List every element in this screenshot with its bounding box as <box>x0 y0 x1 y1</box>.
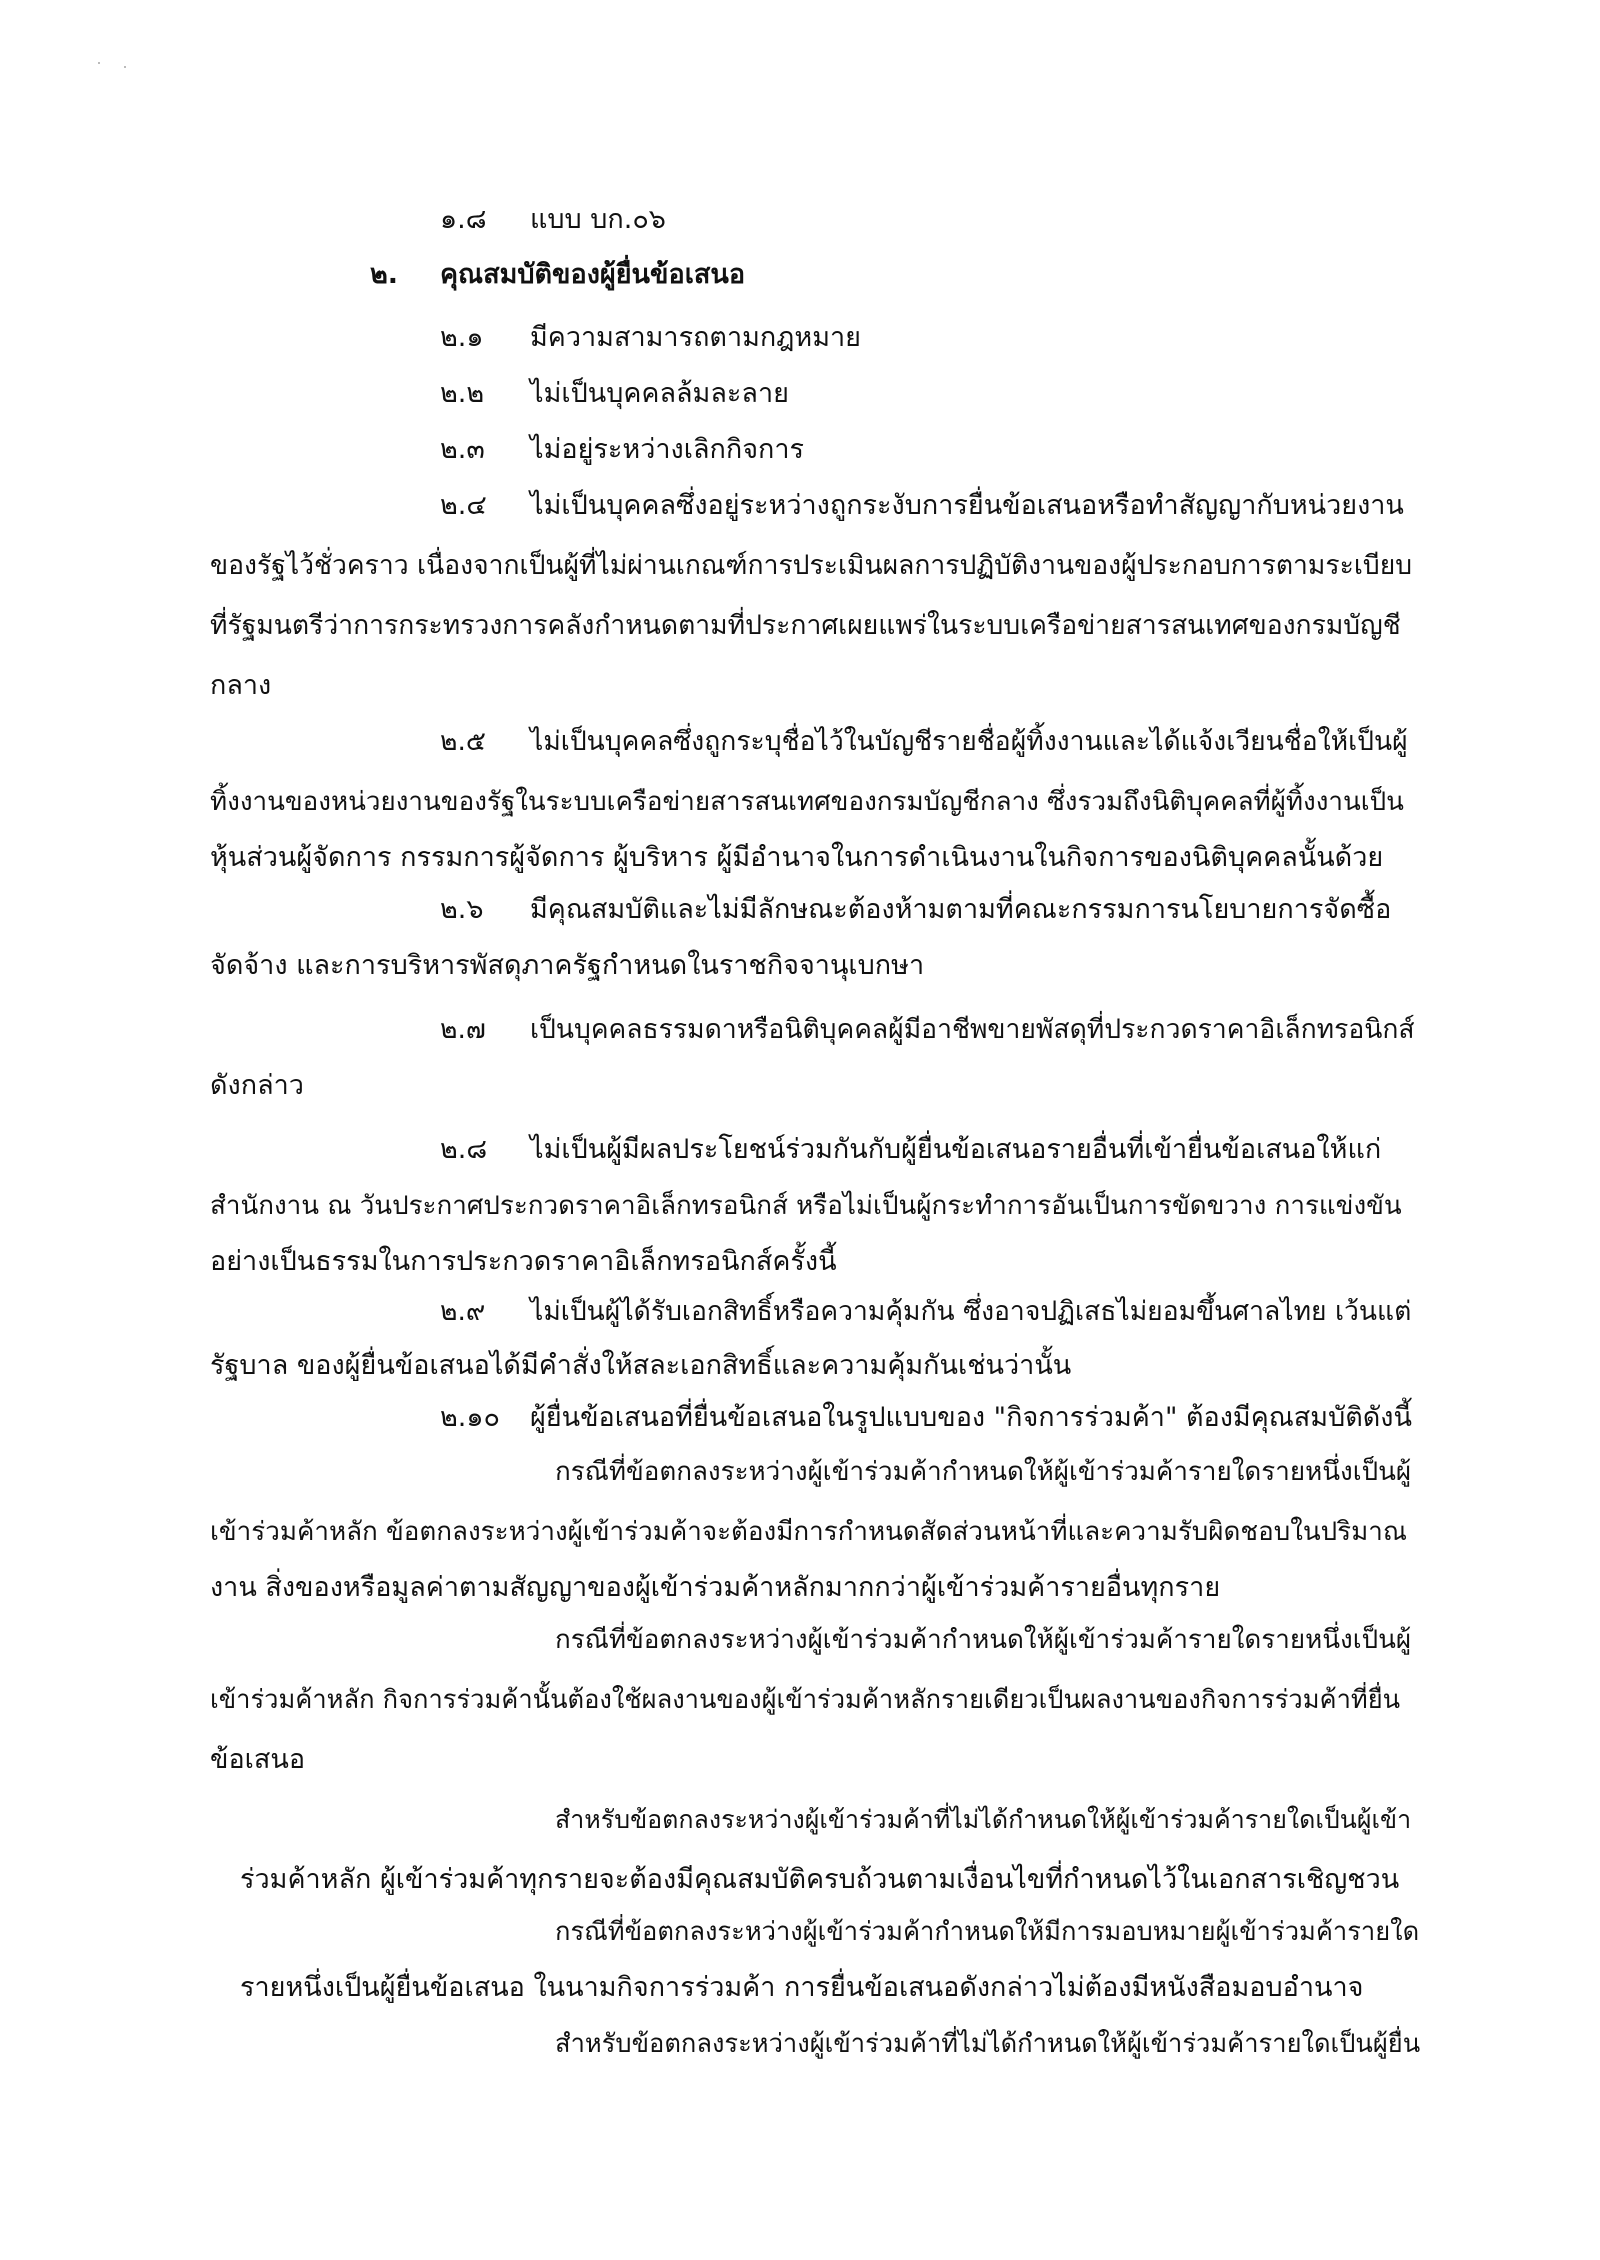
section-title: คุณสมบัติของผู้ยื่นข้อเสนอ <box>440 259 746 290</box>
item-text: ไม่อยู่ระหว่างเลิกกิจการ <box>530 434 805 465</box>
item-2-10 <box>440 1398 1412 1438</box>
item-2-2 <box>440 374 789 414</box>
item-2-5 <box>440 722 1408 762</box>
item-text: มีความสามารถตามกฎหมาย <box>530 322 861 353</box>
item-2-4 <box>440 486 1404 526</box>
item-number: ๑.๘ <box>440 204 487 235</box>
item-2-8 <box>440 1130 1381 1170</box>
jv-para-2-line-3: ข้อเสนอ <box>210 1744 306 1775</box>
item-number: ๒.๕ <box>440 726 486 757</box>
item-2-5-line-3: หุ้นส่วนผู้จัดการ กรรมการผู้จัดการ ผู้บริหาร ผู้มีอำนาจในการดำเนินงานในกิจการของนิติบุคคลนั้นด้วย <box>210 842 1384 873</box>
item-2-4-line-4: กลาง <box>210 670 272 701</box>
item-number: ๒.๖ <box>440 894 484 925</box>
scan-speck <box>98 62 100 64</box>
item-text: ผู้ยื่นข้อเสนอที่ยื่นข้อเสนอในรูปแบบของ "กิจการร่วมค้า" ต้องมีคุณสมบัติดังนี้ <box>530 1402 1412 1433</box>
item-text: แบบ บก.๐๖ <box>530 204 666 235</box>
jv-para-3-line-1: สำหรับข้อตกลงระหว่างผู้เข้าร่วมค้าที่ไม่ได้กำหนดให้ผู้เข้าร่วมค้ารายใดเป็นผู้เข้า <box>555 1805 1412 1834</box>
jv-para-4-line-2: รายหนึ่งเป็นผู้ยื่นข้อเสนอ ในนามกิจการร่วมค้า การยื่นข้อเสนอดังกล่าวไม่ต้องมีหนังสือมอบอำนาจ <box>240 1972 1364 2003</box>
jv-para-4-line-1: กรณีที่ข้อตกลงระหว่างผู้เข้าร่วมค้ากำหนดให้มีการมอบหมายผู้เข้าร่วมค้ารายใด <box>555 1917 1420 1947</box>
item-2-6 <box>440 890 1391 930</box>
item-text: เป็นบุคคลธรรมดาหรือนิติบุคคลผู้มีอาชีพขายพัสดุที่ประกวดราคาอิเล็กทรอนิกส์ <box>530 1014 1415 1045</box>
item-text: ไม่เป็นบุคคลซึ่งอยู่ระหว่างถูกระงับการยื่นข้อเสนอหรือทำสัญญากับหน่วยงาน <box>530 490 1404 521</box>
jv-para-2-line-2: เข้าร่วมค้าหลัก กิจการร่วมค้านั้นต้องใช้ผลงานของผู้เข้าร่วมค้าหลักรายเดียวเป็นผลงานของกิจการร่วมค้าที่ยื่น <box>210 1685 1401 1715</box>
jv-para-5-line-1: สำหรับข้อตกลงระหว่างผู้เข้าร่วมค้าที่ไม่ได้กำหนดให้ผู้เข้าร่วมค้ารายใดเป็นผู้ยื่น <box>555 2029 1421 2059</box>
item-text: ไม่เป็นผู้ได้รับเอกสิทธิ์หรือความคุ้มกัน ซึ่งอาจปฏิเสธไม่ยอมขึ้นศาลไทย เว้นแต่ <box>530 1296 1412 1327</box>
item-2-9-line-2: รัฐบาล ของผู้ยื่นข้อเสนอได้มีคำสั่งให้สละเอกสิทธิ์และความคุ้มกันเช่นว่านั้น <box>210 1350 1072 1381</box>
scan-speck <box>124 66 126 68</box>
item-2-9 <box>440 1292 1411 1332</box>
item-text: ไม่เป็นบุคคลซึ่งถูกระบุชื่อไว้ในบัญชีรายชื่อผู้ทิ้งงานและได้แจ้งเวียนชื่อให้เป็นผู้ <box>530 726 1408 757</box>
item-text: มีคุณสมบัติและไม่มีลักษณะต้องห้ามตามที่คณะกรรมการนโยบายการจัดซื้อ <box>530 894 1392 925</box>
item-2-1 <box>440 318 861 358</box>
item-number: ๒.๒ <box>440 378 485 409</box>
item-2-5-line-2: ทิ้งงานของหน่วยงานของรัฐในระบบเครือข่ายสารสนเทศของกรมบัญชีกลาง ซึ่งรวมถึงนิติบุคคลที่ผู้ทิ้งงานเป็น <box>210 787 1404 817</box>
item-2-7 <box>440 1010 1415 1050</box>
item-2-4-line-3: ที่รัฐมนตรีว่าการกระทรวงการคลังกำหนดตามที่ประกาศเผยแพร่ในระบบเครือข่ายสารสนเทศของกรมบัญชี <box>210 610 1401 641</box>
item-2-7-line-2: ดังกล่าว <box>210 1070 304 1101</box>
item-number: ๒.๘ <box>440 1134 488 1165</box>
item-number: ๒.๙ <box>440 1296 486 1327</box>
item-2-4-line-2: ของรัฐไว้ชั่วคราว เนื่องจากเป็นผู้ที่ไม่ผ่านเกณฑ์การประเมินผลการปฏิบัติงานของผู้ประกอบการตามระเบียบ <box>210 550 1413 581</box>
item-1-8 <box>440 200 666 240</box>
jv-para-2-line-1: กรณีที่ข้อตกลงระหว่างผู้เข้าร่วมค้ากำหนดให้ผู้เข้าร่วมค้ารายใดรายหนึ่งเป็นผู้ <box>555 1625 1412 1655</box>
section-heading <box>370 255 745 295</box>
item-text: ไม่เป็นบุคคลล้มละลาย <box>530 378 789 409</box>
item-number: ๒.๑ <box>440 322 484 353</box>
jv-para-1-line-2: เข้าร่วมค้าหลัก ข้อตกลงระหว่างผู้เข้าร่วมค้าจะต้องมีการกำหนดสัดส่วนหน้าที่และความรับผิดชอบในปริมาณ <box>210 1517 1407 1547</box>
item-number: ๒.๑๐ <box>440 1402 500 1433</box>
item-2-8-line-2: สำนักงาน ณ วันประกาศประกวดราคาอิเล็กทรอนิกส์ หรือไม่เป็นผู้กระทำการอันเป็นการขัดขวาง การแข่งขัน <box>210 1191 1402 1221</box>
jv-para-3-line-2: ร่วมค้าหลัก ผู้เข้าร่วมค้าทุกรายจะต้องมีคุณสมบัติครบถ้วนตามเงื่อนไขที่กำหนดไว้ในเอกสารเชิญชวน <box>240 1864 1400 1895</box>
item-2-8-line-3: อย่างเป็นธรรมในการประกวดราคาอิเล็กทรอนิกส์ครั้งนี้ <box>210 1246 837 1277</box>
jv-para-1-line-3: งาน สิ่งของหรือมูลค่าตามสัญญาของผู้เข้าร่วมค้าหลักมากกว่าผู้เข้าร่วมค้ารายอื่นทุกราย <box>210 1572 1221 1603</box>
item-text: ไม่เป็นผู้มีผลประโยชน์ร่วมกันกับผู้ยื่นข้อเสนอรายอื่นที่เข้ายื่นข้อเสนอให้แก่ <box>530 1134 1382 1165</box>
item-2-6-line-2: จัดจ้าง และการบริหารพัสดุภาครัฐกำหนดในราชกิจจานุเบกษา <box>210 950 925 981</box>
item-number: ๒.๗ <box>440 1014 486 1045</box>
section-number: ๒. <box>370 259 399 290</box>
item-number: ๒.๔ <box>440 490 487 521</box>
item-2-3 <box>440 430 804 470</box>
jv-para-1-line-1: กรณีที่ข้อตกลงระหว่างผู้เข้าร่วมค้ากำหนดให้ผู้เข้าร่วมค้ารายใดรายหนึ่งเป็นผู้ <box>555 1457 1412 1487</box>
item-number: ๒.๓ <box>440 434 485 465</box>
